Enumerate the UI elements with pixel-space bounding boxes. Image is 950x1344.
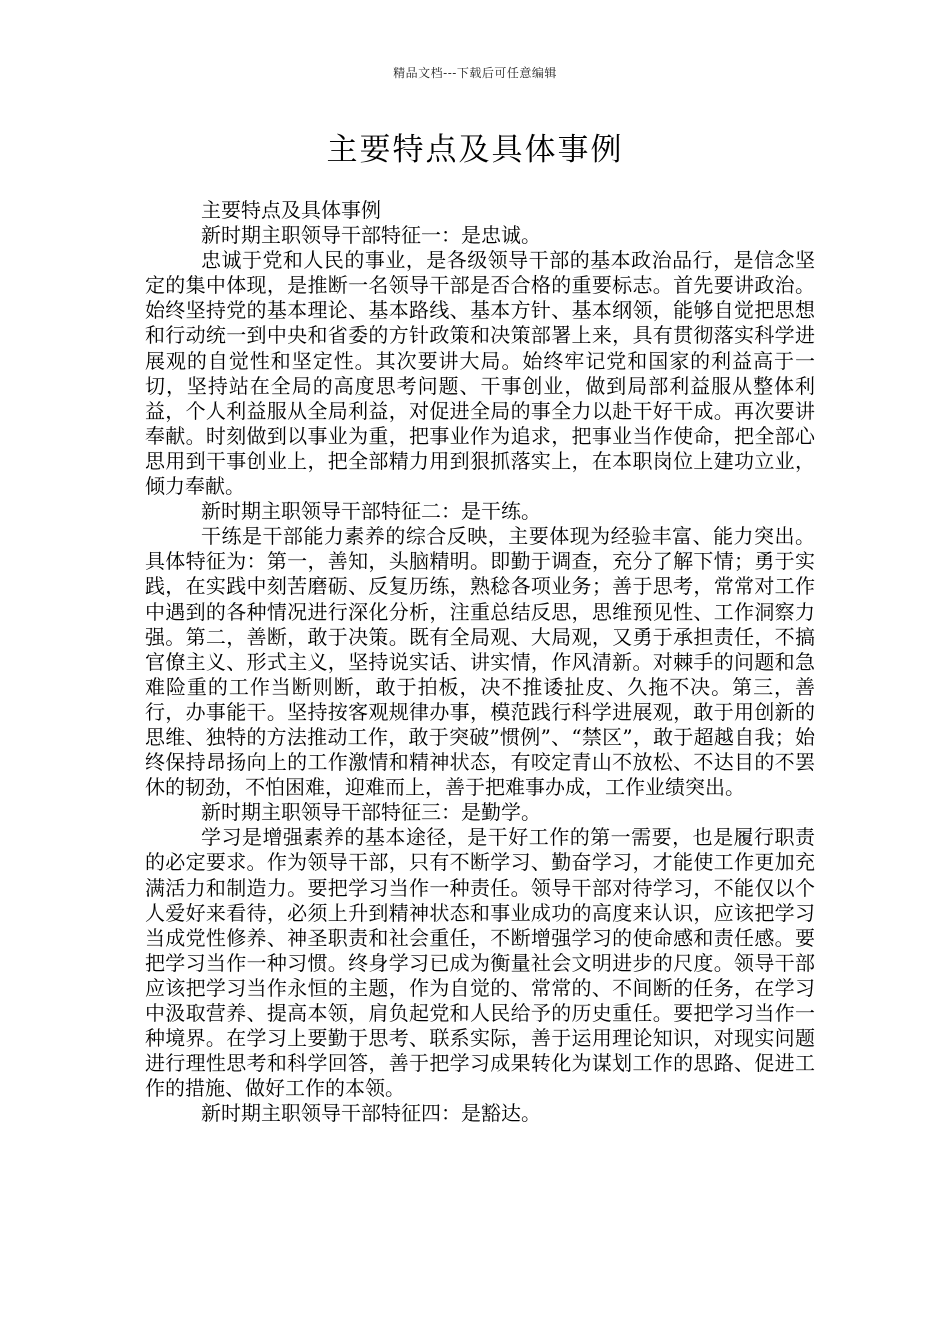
paragraph-heading-1: 新时期主职领导干部特征一：是忠诚。 [201,223,541,248]
paragraph-loyalty: 忠诚于党和人民的事业，是各级领导干部的基本政治品行，是信念坚定的集中体现，是推断一名领导干部是否合格的重要标志。首先要讲政治。始终坚持党的基本理论、基本路线、基本方针、基本纲领，能够自觉把思想和行动统一到中央和省委的方针政策和决策部署上来，具有贯彻落实科学进展观的自觉性和坚定性。其次要讲大局。始终牢记党和国家的利益高于一切，坚持站在全局的高度思考问题、干事创业，做到局部利益服从整体利益，个人利益服从全局利益，对促进全局的事全力以赴干好干成。再次要讲奉献。时刻做到以事业为重，把事业作为追求，把事业当作使命，把全部心思用到干事创业上，把全部精力用到狠抓落实上，在本职岗位上建功立业，倾力奉献。 [145,248,815,499]
paragraph-heading-3: 新时期主职领导干部特征三：是勤学。 [201,800,541,825]
paragraph-heading-4: 新时期主职领导干部特征四：是豁达。 [201,1101,541,1126]
paragraph-heading-2: 新时期主职领导干部特征二：是干练。 [201,499,541,524]
document-title: 主要特点及具体事例 [326,132,624,168]
page-header: 精品文档---下载后可任意编辑 [393,66,557,80]
document-body [145,198,815,1126]
paragraph-learning: 学习是增强素养的基本途径，是干好工作的第一需要，也是履行职责的必定要求。作为领导干部，只有不断学习、勤奋学习，才能使工作更加充满活力和制造力。要把学习当作一种责任。领导干部对待学习，不能仅以个人爱好来看待，必须上升到精神状态和事业成功的高度来认识，应该把学习当成党性修养、神圣职责和社会重任，不断增强学习的使命感和责任感。要把学习当作一种习惯。终身学习已成为衡量社会文明进步的尺度。领导干部应该把学习当作永恒的主题，作为自觉的、常常的、不间断的任务，在学习中汲取营养、提高本领，肩负起党和人民给予的历史重任。要把学习当作一种境界。在学习上要勤于思考、联系实际，善于运用理论知识，对现实问题进行理性思考和科学回答，善于把学习成果转化为谋划工作的思路、促进工作的措施、做好工作的本领。 [145,825,815,1101]
paragraph-subtitle: 主要特点及具体事例 [201,198,381,222]
paragraph-capability: 干练是干部能力素养的综合反映，主要体现为经验丰富、能力突出。具体特征为：第一，善知，头脑精明。即勤于调查，充分了解下情；勇于实践，在实践中刻苦磨砺、反复历练，熟稔各项业务；善于思考，常常对工作中遇到的各种情况进行深化分析，注重总结反思，思维预见性、工作洞察力强。第二，善断，敢于决策。既有全局观、大局观，又勇于承担责任，不搞官僚主义、形式主义，坚持说实话、讲实情，作风清新。对棘手的问题和急难险重的工作当断则断，敢于拍板，决不推诿扯皮、久拖不决。第三，善行，办事能干。坚持按客观规律办事，模范践行科学进展观，敢于用创新的思维、独特的方法推动工作，敢于突破”惯例”、“禁区”，敢于超越自我；始终保持昂扬向上的工作激情和精神状态，有咬定青山不放松、不达目的不罢休的韧劲，不怕困难，迎难而上，善于把难事办成，工作业绩突出。 [145,524,815,800]
